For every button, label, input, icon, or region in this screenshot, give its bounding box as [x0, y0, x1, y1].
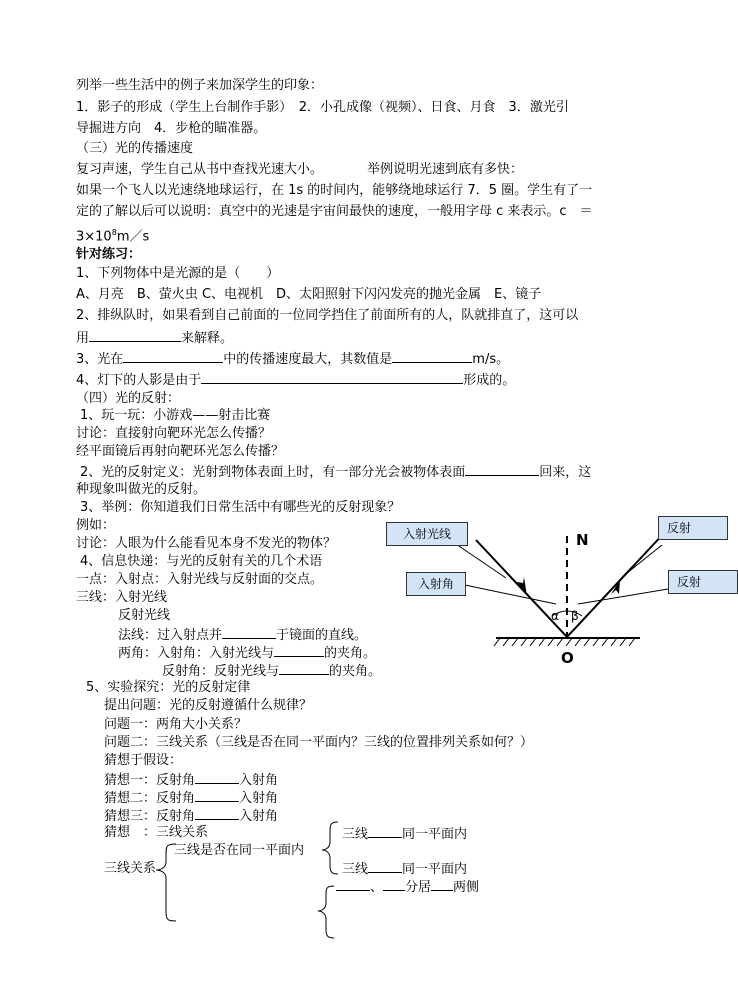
- alpha-label: α: [551, 609, 559, 623]
- question: 3、光在 中的传播速度最大，其数值是 m/s。: [76, 352, 510, 367]
- text-line: 法线：过入射点并 于镜面的直线。: [118, 628, 368, 643]
- text-line: 反射光线: [118, 608, 171, 623]
- reflected-ray-label: 反射: [658, 516, 728, 540]
- text-line: 种现象叫做光的反射。: [76, 482, 207, 497]
- text-line: 两角：入射角：入射光线与 的夹角。: [118, 646, 377, 661]
- text-line: 例如：: [76, 518, 116, 533]
- text-line: 反射角：反射光线与 的夹角。: [162, 664, 382, 679]
- text-line: 三线：入射光线: [76, 590, 168, 605]
- text-line: 三线 同一平面内: [342, 862, 468, 877]
- text-line: 三线关系: [104, 861, 157, 876]
- question-options: A、月亮 B、萤火虫 C、电视机 D、太阳照射下闪闪发亮的抛光金属 E、镜子: [76, 287, 542, 302]
- section-heading: （三）光的传播速度: [76, 141, 194, 156]
- text-line: $3\times 10^8m/s$: [76, 228, 150, 245]
- text-line: 导掘进方向 4．步枪的瞄准器。: [76, 121, 267, 136]
- reflected-angle-label: 反射: [668, 570, 738, 594]
- text-line: 三线 同一平面内: [342, 827, 468, 842]
- incident-angle-label: 入射角: [406, 572, 466, 596]
- text-line: 列举一些生活中的例子来加深学生的印象：: [76, 78, 324, 93]
- text-line: 1．影子的形成（学生上台制作手影） 2．小孔成像（视频）、日食、月食 3．激光引: [76, 100, 569, 115]
- text-line: 4、信息快递：与光的反射有关的几个术语: [80, 554, 323, 569]
- question: 4、灯下的人影是由于 形成的。: [76, 373, 516, 388]
- brace-outer: [156, 844, 176, 921]
- text-line: 3、举例：你知道我们日常生活中有哪些光的反射现象？: [80, 500, 401, 515]
- label-leader: [460, 584, 556, 604]
- text-line: 问题二：三线关系（三线是否在同一平面内？三线的位置排列关系如何？）: [104, 735, 534, 750]
- label-leader: [622, 545, 662, 577]
- text-line: 猜想二：反射角 入射角: [104, 791, 279, 806]
- text-line: 一点：入射点：入射光线与反射面的交点。: [76, 572, 324, 587]
- exercise-heading: 针对练习：: [76, 247, 142, 262]
- text-line: 三线是否在同一平面内: [174, 843, 305, 858]
- brace-upper: [322, 822, 338, 874]
- text-line: 2、光的反射定义：光射到物体表面上时，有一部分光会被物体表面 回来，这: [80, 465, 592, 480]
- text-line: 问题一：两角大小关系？: [104, 717, 248, 732]
- normal-label: N: [576, 531, 589, 549]
- mirror-hatching: [494, 638, 635, 646]
- brace-lower: [318, 886, 334, 938]
- text-line: 5、实验探究：光的反射定律: [86, 680, 251, 695]
- question: 2、排纵队时，如果看到自己前面的一位同学挡住了前面所有的人，队就排直了，这可以: [76, 308, 579, 323]
- text-line: 猜想一：反射角 入射角: [104, 773, 279, 788]
- beta-label: β: [571, 609, 579, 623]
- text-line: 1、玩一玩：小游戏——射击比赛: [80, 408, 271, 423]
- incident-ray-label: 入射光线: [386, 522, 468, 546]
- text-line: 复习声速，学生自己从书中查找光速大小。 举例说明光速到底有多快：: [76, 162, 524, 177]
- text-line: 讨论：人眼为什么能看见本身不发光的物体？: [76, 536, 337, 551]
- reflection-diagram: [453, 531, 668, 646]
- point-label: O: [561, 649, 574, 667]
- label-leader: [578, 589, 668, 604]
- text-line: 、 分居 两侧: [336, 878, 479, 896]
- text-line: 定的了解以后可以说明：真空中的光速是宇宙间最快的速度，一般用字母 c 来表示。c ＝: [76, 204, 593, 219]
- text-line: 讨论：直接射向靶环光怎么传播？: [76, 426, 272, 441]
- question: 用 来解释。: [76, 331, 234, 346]
- text-line: 猜想 ：三线关系: [104, 825, 209, 840]
- section-heading: （四）光的反射：: [76, 391, 181, 406]
- text-line: 猜想于假设：: [104, 753, 183, 768]
- text-line: 提出问题：光的反射遵循什么规律？: [104, 698, 313, 713]
- question: 1、下列物体中是光源的是（ ）: [76, 266, 280, 281]
- text-line: 猜想三：反射角 入射角: [104, 809, 279, 824]
- text-line: 经平面镜后再射向靶环光怎么传播？: [76, 444, 285, 459]
- text-line: 如果一个飞人以光速绕地球运行，在 1s 的时间内，能够绕地球运行 7．5 圈。学生有了一: [76, 183, 593, 198]
